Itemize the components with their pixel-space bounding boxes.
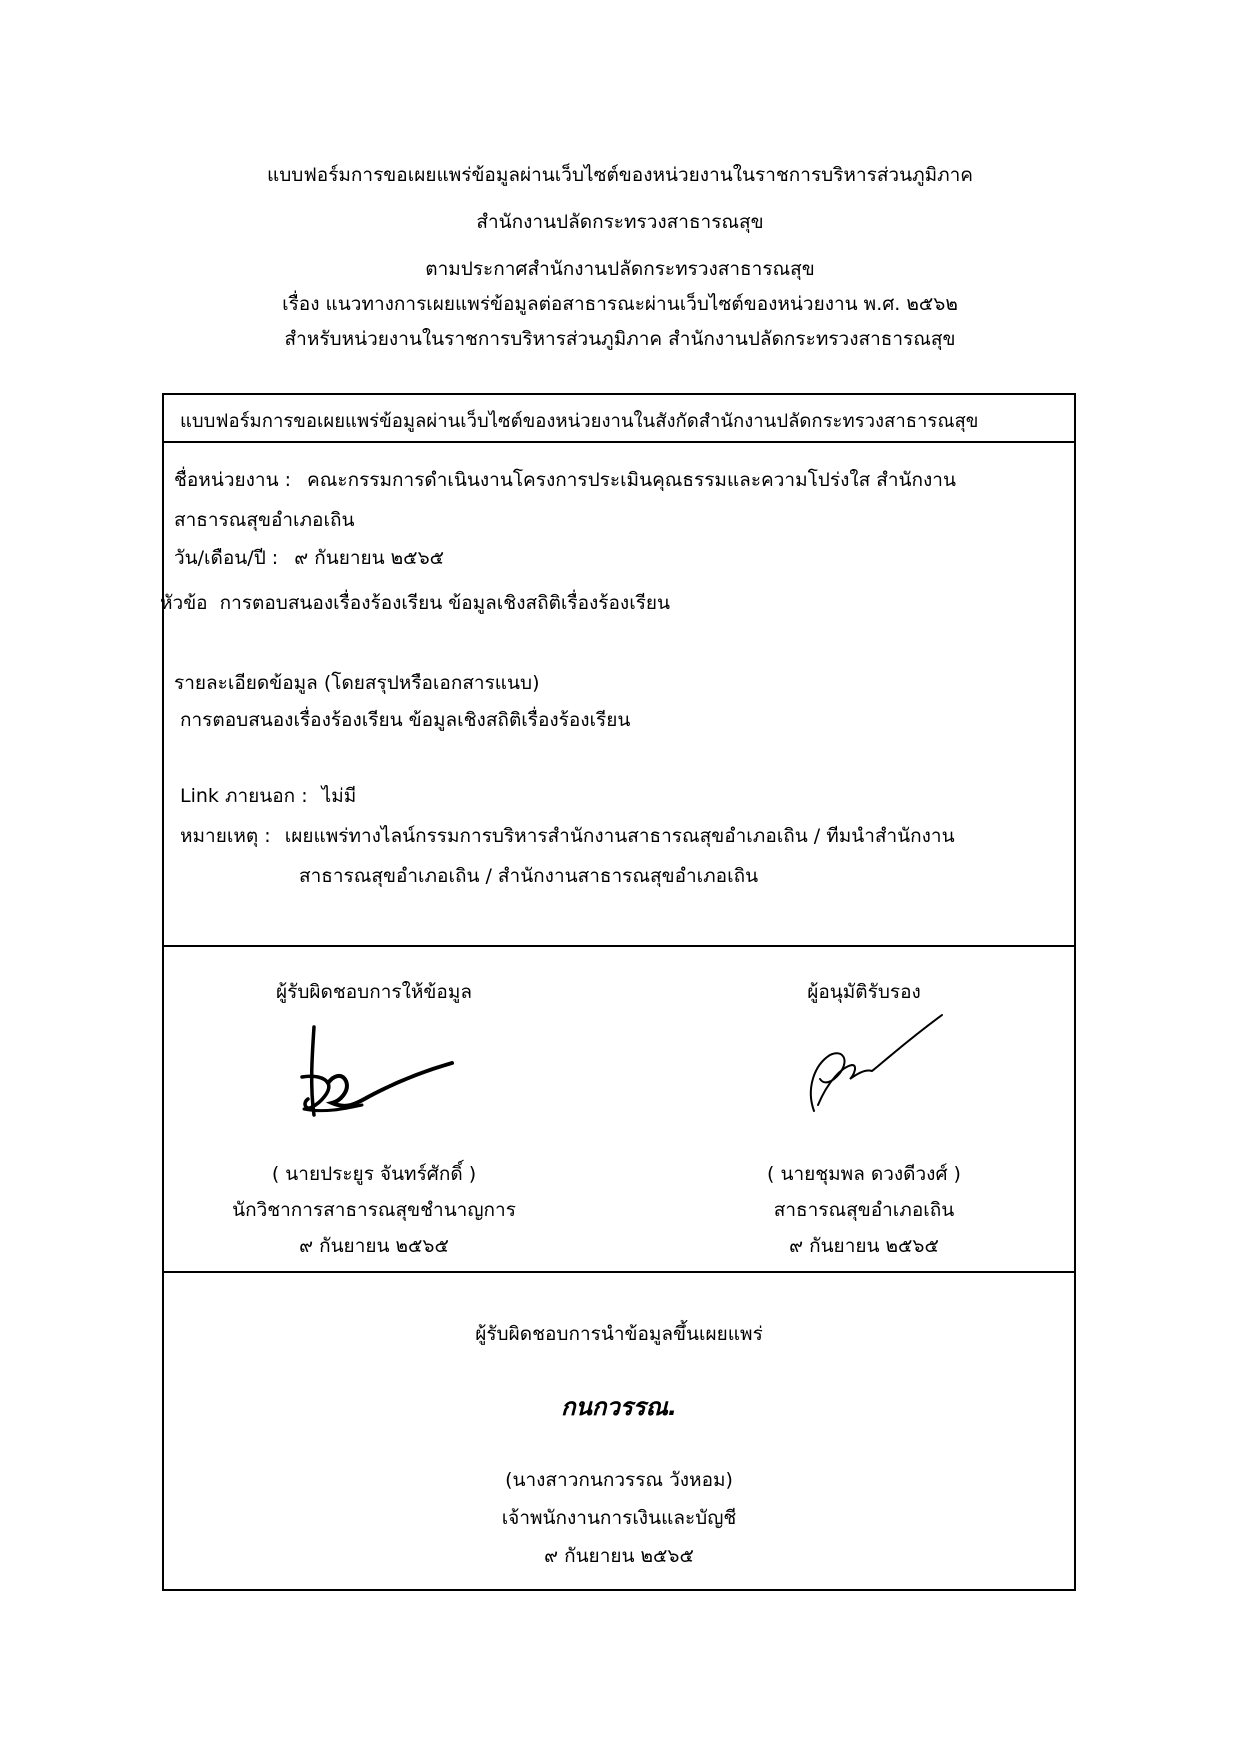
agency-label: ชื่อหน่วยงาน : [174,469,291,491]
link-row [180,781,356,811]
approver-date: ๙ กันยายน ๒๕๖๕ [789,1235,939,1257]
agency-value-cont: สาธารณสุขอำเภอเถิน [174,509,355,531]
header-line-3: ตามประกาศสำนักงานปลัดกระทรวงสาธารณสุข [425,258,815,280]
form-title-section [164,395,1074,443]
informant-date: ๙ กันยายน ๒๕๖๕ [299,1235,449,1257]
publisher-signature [164,1383,1074,1432]
publisher-label: ผู้รับผิดชอบการนำข้อมูลขึ้นเผยแพร่ [475,1323,763,1345]
note-label: หมายเหตุ : [180,825,271,847]
informant-signature [284,1017,464,1132]
header-line-4: เรื่อง แนวทางการเผยแพร่ข้อมูลต่อสาธารณะผ่านเว็บไซต์ของหน่วยงาน พ.ศ. ๒๕๖๒ [282,293,958,315]
publisher-name: (นางสาวกนกวรรณ วังหอม) [505,1469,733,1491]
header-line-2: สำนักงานปลัดกระทรวงสาธารณสุข [476,211,764,233]
topic-row [160,588,670,618]
form-title: แบบฟอร์มการขอเผยแพร่ข้อมูลผ่านเว็บไซต์ของหน่วยงานในสังกัดสำนักงานปลัดกระทรวงสาธารณสุข [180,411,979,432]
agency-row [174,465,956,495]
date-row [174,543,444,573]
form-frame [162,393,1076,1591]
approver-position: สาธารณสุขอำเภอเถิน [773,1199,955,1221]
form-details-section [160,443,1074,947]
detail-value: การตอบสนองเรื่องร้องเรียน ข้อมูลเชิงสถิติเรื่องร้องเรียน [180,709,631,731]
approver-signature [784,1009,944,1124]
note-row [180,821,955,851]
detail-label: รายละเอียดข้อมูล (โดยสรุปหรือเอกสารแนบ) [174,672,540,694]
date-value: ๙ กันยายน ๒๕๖๕ [294,547,445,569]
header-line-1: แบบฟอร์มการขอเผยแพร่ข้อมูลผ่านเว็บไซต์ของหน่วยงานในราชการบริหารส่วนภูมิภาค [266,164,974,186]
topic-value: การตอบสนองเรื่องร้องเรียน ข้อมูลเชิงสถิติเรื่องร้องเรียน [219,592,671,614]
approver-label: ผู้อนุมัติรับรอง [807,981,921,1003]
date-label: วัน/เดือน/ปี : [174,547,279,569]
publisher-position: เจ้าพนักงานการเงินและบัญชี [501,1507,737,1529]
informant-position: นักวิชาการสาธารณสุขชำนาญการ [232,1199,516,1221]
document-header [0,158,1240,357]
link-label: Link ภายนอก : [180,785,308,807]
approver-name: ( นายชุมพล ดวงดีวงศ์ ) [767,1163,961,1185]
publisher-signature-text: กนกวรรณ. [560,1393,678,1421]
note-value-cont: สาธารณสุขอำเภอเถิน / สำนักงานสาธารณสุขอำเภอเถิน [299,865,759,887]
informant-label: ผู้รับผิดชอบการให้ข้อมูล [276,981,472,1003]
agency-value: คณะกรรมการดำเนินงานโครงการประเมินคุณธรรมและความโปร่งใส สำนักงาน [307,469,956,491]
link-value: ไม่มี [321,785,357,807]
signature-section [164,947,1074,1273]
publisher-section [164,1273,1074,1589]
header-line-5: สำหรับหน่วยงานในราชการบริหารส่วนภูมิภาค สำนักงานปลัดกระทรวงสาธารณสุข [284,328,956,350]
publisher-date: ๙ กันยายน ๒๕๖๕ [544,1545,694,1567]
note-value: เผยแพร่ทางไลน์กรรมการบริหารสำนักงานสาธารณสุขอำเภอเถิน / ทีมนำสำนักงาน [284,825,955,847]
informant-name: ( นายประยูร จันทร์ศักดิ์ ) [271,1163,477,1185]
topic-label: หัวข้อ [160,592,208,614]
